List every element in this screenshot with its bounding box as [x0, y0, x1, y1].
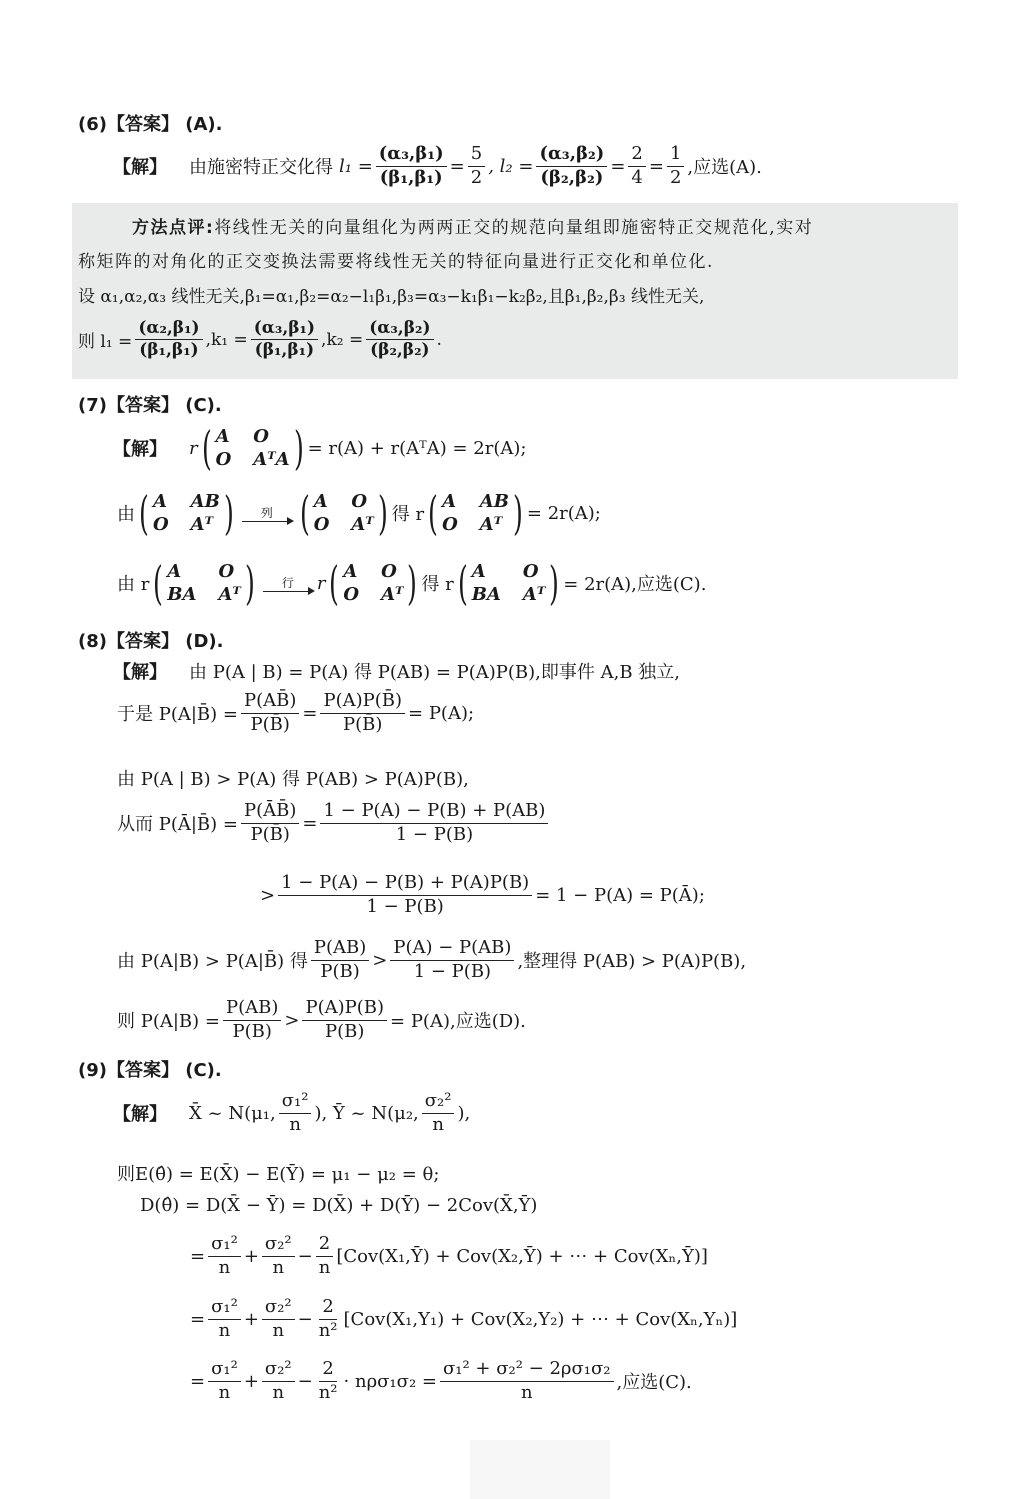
method-k1-label: ,k₁ =: [205, 329, 248, 350]
matrix: ( A O O Aᵀ ): [299, 486, 388, 540]
q9-line1: [113, 1090, 470, 1136]
frac: [279, 1090, 312, 1136]
q8-line5-rest: = 1 − P(A) = P(Ā);: [535, 884, 705, 906]
q8-line4-prefix: 从而 P(Ā|B̄) =: [117, 814, 238, 835]
minus: −: [297, 1370, 313, 1392]
frac: [241, 690, 299, 736]
frac-den: n: [289, 1113, 301, 1135]
method-line2: [78, 247, 714, 272]
frac-num: (α₃,β₁): [376, 143, 447, 167]
cell: O: [381, 561, 397, 582]
matrix: ( A AB O Aᵀ ): [139, 486, 234, 540]
frac-den: P(B): [325, 1020, 365, 1042]
frac-den: n²: [318, 1319, 338, 1341]
matrix: ( A O BA Aᵀ ): [457, 556, 560, 610]
q9-answer: [78, 1056, 222, 1082]
frac-num: σ₂²: [422, 1090, 455, 1114]
frac-den: P(B): [232, 1020, 272, 1042]
q8-sol-tag: 【解】: [113, 662, 167, 683]
method-k2-frac: [366, 318, 433, 362]
eq: =: [302, 812, 318, 834]
q9-line6-mid: · nρσ₁σ₂ =: [343, 1370, 437, 1392]
q8-line3: [117, 765, 469, 791]
frac-den: (β₁,β₁): [139, 340, 199, 361]
rank-label: r: [316, 572, 326, 594]
cell: Aᵀ: [351, 514, 374, 535]
cell: A: [442, 491, 457, 512]
method-line1: [132, 213, 813, 238]
cell: O: [218, 561, 235, 582]
q8-line6-rest: ,整理得 P(AB) > P(A)P(B),: [517, 951, 747, 972]
frac: [320, 690, 405, 736]
q8-line7-rest: = P(A),应选(D).: [390, 1011, 526, 1032]
method-end: .: [436, 329, 442, 350]
frac: [208, 1358, 241, 1404]
gt: >: [372, 949, 388, 971]
frac-den: n: [218, 1256, 231, 1278]
frac-num: σ₂²: [262, 1233, 295, 1257]
eq: =: [648, 155, 664, 177]
frac-num: P(A)P(B̄): [320, 690, 405, 714]
cell: O: [522, 561, 539, 582]
frac-num: 2: [316, 1233, 333, 1257]
q6-l1-frac: [376, 143, 447, 189]
q8-line7: [117, 997, 526, 1043]
q8-line1-text: 由 P(A | B) = P(A) 得 P(AB) = P(A)P(B),即事件 A,B 独立,: [189, 662, 681, 683]
frac: [390, 937, 514, 983]
q6-answer-text: (6)【答案】 (A).: [78, 114, 223, 135]
q8-line1: [113, 658, 680, 684]
q7-line2-mid: 得 r: [391, 504, 425, 525]
q8-line2-rest: = P(A);: [408, 702, 475, 724]
rank-label: r: [189, 437, 198, 459]
plus: +: [243, 1245, 259, 1267]
frac-den: (β₂,β₂): [540, 166, 604, 188]
frac: [208, 1233, 241, 1279]
frac-den: 2: [669, 166, 682, 188]
frac: [316, 1233, 334, 1279]
eq: =: [190, 1370, 206, 1392]
frac-num: σ₁²: [279, 1090, 312, 1114]
frac-den: P(B̄): [343, 713, 383, 735]
method-k1-frac: [251, 318, 318, 362]
frac-den: 2: [470, 166, 483, 188]
q8-line4: [117, 800, 551, 846]
q8-answer-text: (8)【答案】 (D).: [78, 631, 224, 652]
q6-sol-prefix: 由施密特正交化得: [189, 157, 333, 178]
q8-line5: [260, 872, 705, 918]
frac: [262, 1233, 295, 1279]
q8-line2-prefix: 于是 P(A|B̄) =: [117, 704, 238, 725]
cell: A: [152, 491, 167, 512]
cell: Aᵀ: [381, 584, 404, 605]
method-l1-label: 则 l₁ =: [78, 332, 133, 353]
q9-line5-rest: [Cov(X₁,Y₁) + Cov(X₂,Y₂) + ⋯ + Cov(Xₙ,Yₙ)]: [343, 1308, 738, 1330]
frac-den: P(B): [320, 960, 360, 982]
gt: >: [260, 884, 276, 906]
frac-num: 2: [319, 1296, 336, 1320]
frac: [316, 1296, 341, 1342]
frac-den: P(B̄): [250, 713, 290, 735]
cell: Aᵀ: [190, 514, 214, 535]
matrix: ( A AB O Aᵀ ): [428, 486, 523, 540]
method-text1: 将线性无关的向量组化为两两正交的规范向量组即施密特正交规范化,实对: [214, 218, 814, 238]
q9-line4: [190, 1233, 708, 1279]
q6-l2-frac: [536, 143, 607, 189]
q8-answer: [78, 627, 223, 653]
frac-num: 1: [667, 143, 684, 167]
frac-num: P(ĀB̄): [241, 800, 299, 824]
cell: O: [343, 584, 360, 605]
q9-line4-rest: [Cov(X₁,Ȳ) + Cov(X₂,Ȳ) + ⋯ + Cov(Xₙ,Ȳ)]: [336, 1245, 708, 1267]
q6-l1-label: l₁ =: [339, 155, 373, 177]
cell: Aᵀ: [522, 584, 546, 605]
frac-num: (α₃,β₂): [366, 318, 433, 340]
frac-den: (β₁,β₁): [379, 166, 443, 188]
cell: BA: [167, 584, 197, 605]
frac-num: P(AB̄): [241, 690, 299, 714]
frac-den: 1 − P(B): [395, 823, 474, 845]
eq: =: [190, 1308, 206, 1330]
frac: [422, 1090, 455, 1136]
frac-den: n: [272, 1381, 285, 1403]
frac: [320, 800, 548, 846]
plus: +: [243, 1308, 259, 1330]
frac-num: σ₁²: [208, 1358, 241, 1382]
minus: −: [297, 1308, 313, 1330]
method-l1-frac: [135, 318, 202, 362]
q7-line2-rest: = 2r(A);: [526, 502, 601, 524]
cell: A: [167, 561, 182, 582]
column-transform-arrow-icon: [242, 504, 292, 522]
plus: +: [243, 1370, 259, 1392]
method-k2-label: ,k₂ =: [321, 329, 364, 350]
frac-den: n: [218, 1319, 231, 1341]
q9-line1-b: ), Ȳ ~ N(μ₂,: [314, 1102, 419, 1124]
frac-den: n: [218, 1381, 231, 1403]
eq: =: [190, 1245, 206, 1267]
cell: O: [442, 514, 458, 535]
frac-num: P(A) − P(AB): [390, 937, 514, 961]
frac: [262, 1296, 295, 1342]
cell: A: [215, 426, 230, 447]
frac: [278, 872, 532, 918]
cell: Aᵀ: [218, 584, 241, 605]
q9-line2-text: 则E(θ̂) = E(X̄) − E(Ȳ) = μ₁ − μ₂ = θ;: [117, 1164, 440, 1185]
q9-line3: [140, 1195, 537, 1216]
q7-line1-rest: = r(A) + r(AᵀA) = 2r(A);: [307, 437, 527, 459]
cell: O: [253, 426, 269, 447]
q7-line2-prefix: 由: [117, 504, 135, 525]
q9-line2: [117, 1160, 439, 1186]
eq: =: [610, 155, 626, 177]
frac-den: n: [520, 1381, 533, 1403]
q6-solution: [113, 143, 762, 189]
q7-line2: [117, 486, 601, 540]
q6-answer: [78, 110, 222, 136]
cell: AB: [479, 491, 509, 512]
q9-line6-rest: ,应选(C).: [616, 1372, 692, 1393]
frac-num: σ₁²: [208, 1296, 241, 1320]
q9-line5: [190, 1296, 737, 1342]
cell: BA: [471, 584, 501, 605]
frac-num: 1 − P(A) − P(B) + P(AB): [320, 800, 548, 824]
frac: [302, 997, 387, 1043]
cell: AᵀA: [253, 449, 290, 470]
frac-num: σ₁² + σ₂² − 2ρσ₁σ₂: [440, 1358, 614, 1382]
q9-line3-text: D(θ̂) = D(X̄ − Ȳ) = D(X̄) + D(Ȳ) − 2Cov(X̄,Ȳ): [140, 1195, 538, 1216]
frac-den: n: [272, 1256, 285, 1278]
q7-answer-text: (7)【答案】 (C).: [78, 395, 222, 416]
q6-l2-simpl: [667, 143, 684, 189]
minus: −: [297, 1245, 313, 1267]
frac: [241, 800, 299, 846]
q9-line1-c: ),: [457, 1102, 471, 1124]
frac: [316, 1358, 341, 1404]
q6-l1-val: [468, 143, 485, 189]
method-line3: [78, 282, 704, 307]
frac-num: 5: [468, 143, 485, 167]
eq: =: [449, 155, 465, 177]
cell: O: [313, 514, 330, 535]
q6-l2-label: , l₂ =: [488, 155, 534, 177]
frac-num: (α₃,β₂): [536, 143, 607, 167]
q8-line7-prefix: 则 P(A|B) =: [117, 1011, 220, 1032]
frac-num: 2: [628, 143, 645, 167]
method-text3: 设 α₁,α₂,α₃ 线性无关,β₁=α₁,β₂=α₂−l₁β₁,β₃=α₃−k₁β₁−k₂β₂,且β₁,β₂,β₃ 线性无关,: [78, 287, 705, 307]
frac-den: n: [432, 1113, 444, 1135]
q7-sol-tag: 【解】: [113, 439, 167, 460]
q8-line3-text: 由 P(A | B) > P(A) 得 P(AB) > P(A)P(B),: [117, 769, 469, 790]
cell: Aᵀ: [479, 514, 503, 535]
frac-num: P(AB): [311, 937, 369, 961]
frac-den: P(B̄): [250, 823, 290, 845]
scan-artifact: [470, 1440, 610, 1499]
cell: A: [313, 491, 328, 512]
matrix: ( A O BA Aᵀ ): [153, 556, 255, 610]
q7-line3-rest: = 2r(A),应选(C).: [563, 574, 707, 595]
frac-num: P(AB): [223, 997, 281, 1021]
frac-num: σ₂²: [262, 1358, 295, 1382]
frac-num: σ₁²: [208, 1233, 241, 1257]
cell: O: [215, 449, 232, 470]
frac-den: n: [272, 1319, 285, 1341]
frac-den: (β₂,β₂): [370, 340, 430, 361]
q9-line6: [190, 1358, 692, 1404]
gt: >: [284, 1009, 300, 1031]
cell: AB: [190, 491, 220, 512]
frac: [262, 1358, 295, 1404]
q6-l2-val: [628, 143, 645, 189]
frac: [223, 997, 281, 1043]
q9-answer-text: (9)【答案】 (C).: [78, 1060, 222, 1081]
frac-num: σ₂²: [262, 1296, 295, 1320]
frac: [440, 1358, 614, 1404]
method-line4: [78, 318, 442, 362]
frac-den: (β₁,β₁): [254, 340, 315, 361]
method-title: 方法点评:: [132, 218, 215, 238]
frac-den: 4: [631, 166, 643, 188]
frac-den: 1 − P(B): [413, 960, 492, 982]
cell: O: [351, 491, 368, 512]
frac-num: 2: [319, 1358, 336, 1382]
frac: [311, 937, 369, 983]
q7-line3: [117, 556, 707, 610]
cell: O: [152, 514, 169, 535]
cell: A: [471, 561, 486, 582]
q6-sol-tag: 【解】: [113, 157, 167, 178]
frac-den: n: [318, 1256, 331, 1278]
q7-line3-mid: 得 r: [421, 574, 454, 595]
q7-line1: [113, 421, 527, 475]
frac-den: n²: [318, 1381, 338, 1403]
frac-num: (α₃,β₁): [251, 318, 318, 340]
arrow-label: 列: [260, 506, 273, 520]
eq: =: [302, 702, 318, 724]
matrix: ( A O O AᵀA ): [201, 421, 304, 475]
q6-sol-suffix: ,应选(A).: [687, 157, 762, 178]
q7-answer: [78, 391, 222, 417]
frac-num: P(A)P(B): [302, 997, 387, 1021]
frac: [208, 1296, 241, 1342]
q8-line2: [117, 690, 474, 736]
frac-den: 1 − P(B): [366, 895, 444, 917]
q7-line3-prefix: 由 r: [117, 574, 150, 595]
q8-line6-prefix: 由 P(A|B) > P(A|B̄) 得: [117, 951, 308, 972]
method-text2: 称矩阵的对角化的正交变换法需要将线性无关的特征向量进行正交化和单位化.: [78, 252, 714, 272]
frac-num: 1 − P(A) − P(B) + P(A)P(B): [278, 872, 532, 896]
cell: A: [343, 561, 358, 582]
row-transform-arrow-icon: [263, 574, 313, 592]
arrow-label: 行: [281, 576, 294, 590]
q9-sol-tag: 【解】: [113, 1104, 167, 1125]
q8-line6: [117, 937, 746, 983]
matrix: ( A O O Aᵀ ): [329, 556, 418, 610]
frac-num: (α₂,β₁): [135, 318, 202, 340]
q9-line1-a: X̄ ~ N(μ₁,: [189, 1102, 276, 1124]
